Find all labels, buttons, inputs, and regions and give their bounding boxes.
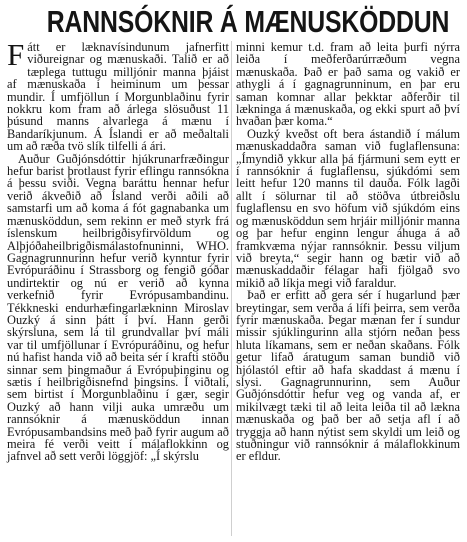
- left-paragraph-1: [7, 37, 229, 154]
- right-paragraph-3: Það er erfitt að gera sér í hugarlund þær breytingar, sem verða á lífi þeirra, sem verða fyrir mænuskaða. Þegar mænan fer í sundur missir sjúklingurinn alla stjórn neðan þess hluta líkamans, sem er neðan skaðans. Fólk getur lifað áratugum saman bundið við hjólastól eftir að hafa skaddast á mænu í slysi. Gagnagrunnurinn, sem Auður Guðjónsdóttir hefur veg og vanda af, er mikilvægt tæki til að leita leiða til að lækna mænuskaða og það ber að setja afl í að tryggja að hann nýtist sem skyldi um leið og stuðningur við rannsóknir á málaflokkinum er efldur.: [236, 288, 460, 464]
- right-paragraph-2: Ouzký kveðst oft bera ástandið í málum mænuskaddaðra saman við fuglaflensuna: „Ímyndið ykkur alla þá fjármuni sem eytt er í rannsóknir á fuglaflensu, sjúkdómi sem leitt hefur 120 manns til dauða. Fólk lagði allt í sölurnar til að stöðva útbreiðslu fuglaflensu en svo höfum við sjúkdóm eins og mænusköddun sem hrjáir milljónir manna og þar hefur enginn lengur áhuga á að framkvæma nýjar rannsóknir. Þessu viljum við breyta,“ segir hann og bætir við að mænuskaddaðir félagar hafi fjölgað svo mikið að líkja megi við faraldur.: [236, 126, 460, 290]
- left-paragraph-2: Auður Guðjónsdóttir hjúkrunarfræðingur hefur barist þrotlaust fyrir eflingu rannsókna á þessu sviði. Vegna baráttu hennar hefur verið ákveðið að Ísland verði aðili að samstarfi um að koma á fót gagnabanka um mænusköddun, sem rekinn er með styrk frá íslenskum heilbrigðisyfirvöldum og Alþjóðaheilbrigðismálastofnuninni, WHO. Gagnagrunnurinn hefur verið kynntur fyrir Evrópuráðinu í Strassborg og fengið góðar undirtektir og nú er verið að kynna verkefnið fyrir Evrópusambandinu. Tékkneski endurhæfingarlækninn Miroslav Ouzký á sinn þátt í því. Hann gerði skýrsluna, sem lá til grundvallar því máli var til umfjöllunar í Evrópuráðinu, og hefur nú hafist handa við að beita sér í krafti stöðu sinnar sem þingmaður á Evrópuþinginu og sætis í heilbrigðisnefnd þingsins. Í viðtali, sem birtist í Morgunblaðinu í gær, segir Ouzký að hann vilji auka umræðu um rannsóknir á mænusköddun innan Evrópusambandsins með það fyrir augum að meira fé verði veitt í málaflokkinn og jafnvel að sett verði löggjöf: „Í skýrslu: [7, 151, 229, 464]
- right-text-column: [236, 41, 460, 463]
- left-paragraph-1-text: átt er læknavísindunum jafnerfitt viðureignar og mænuskaði. Talið er að tæplega tuttugu milljónir manna þjáist af mænuskaða í heiminum um þessar mundir. Í umfjöllun í Morgunblaðinu fyrir nokkru kom fram að árlega slösuðust 11 þúsund manns alvarlega á mænu í Bandaríkjunum. Á Íslandi er að meðaltali um að ræða tvö slík tilfelli á ári.: [7, 40, 229, 154]
- right-paragraph-1: minni kemur t.d. fram að leita þurfi nýrra leiða í meðferðarúrræðum vegna mænuskaða. Það er það sama og vakið er athygli á í gagnagrunninum, en þar eru saman komnar allar þekktar aðferðir til lækninga á mænuskaða, og ekki spurt að því hvaðan þær koma.“: [236, 40, 460, 129]
- left-text-column: [7, 37, 229, 464]
- article-headline: RANNSÓKNIR Á MÆNUSKÖDDUN: [46, 4, 450, 39]
- drop-cap-letter: F: [7, 37, 25, 72]
- column-divider: [231, 41, 232, 536]
